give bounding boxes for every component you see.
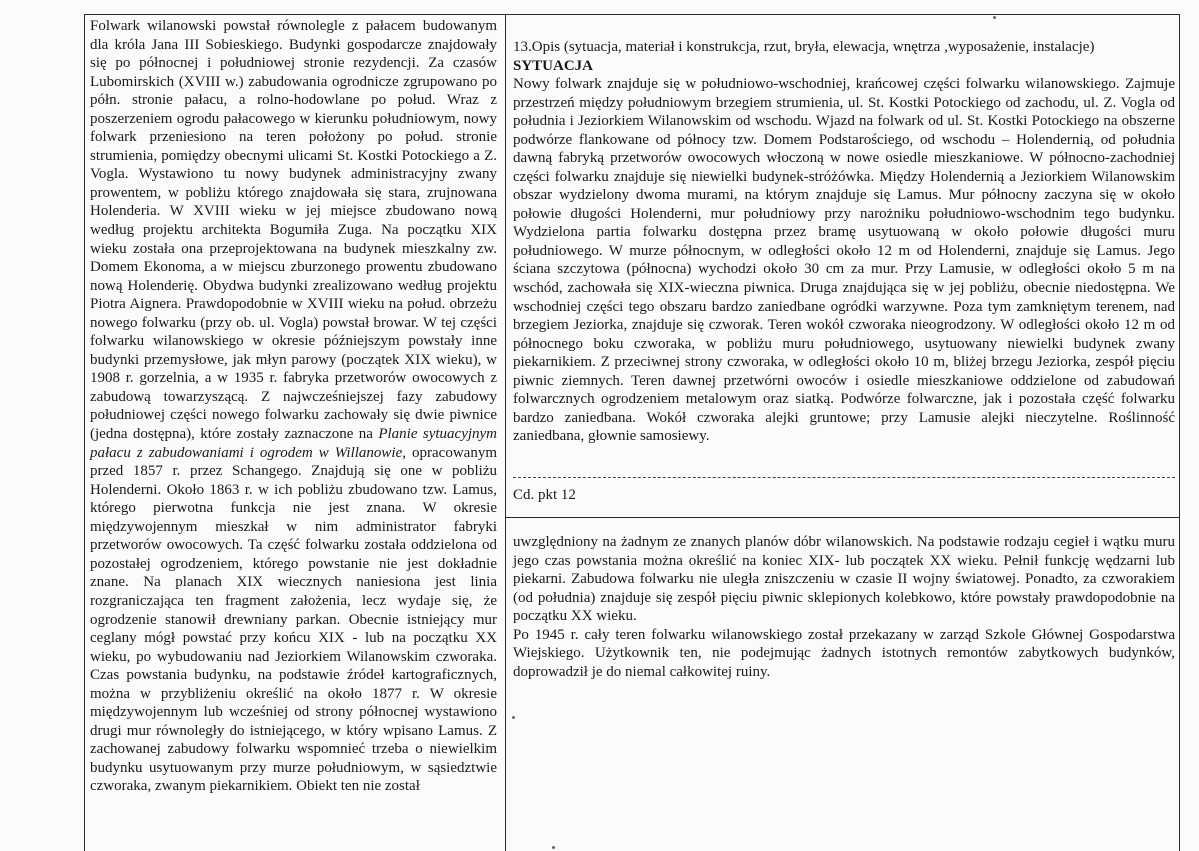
situation-block <box>513 75 1175 446</box>
continuation-block <box>513 533 1175 681</box>
situation-paragraph: Nowy folwark znajduje się w południowo-wschodniej, krańcowej części folwarku wilanowskiego. Zajmuje przestrzeń między południowym brzegiem strumienia, ul. St. Kostki Potockiego od zachodu, ul. Z. Vogla od południa i Jeziorkiem Wilanowskim od wschodu. Wjazd na folwark od ul. St. Kostki Potockiego na obszerne podwórze flankowane od północy tzw. Domem Podstarościego, od wschodu – Holendernią, od południa dawną fabryką przetworów owocowych włoczoną w nowe osiedle mieszkaniowe. W północno-zachodniej części folwarku znajduje się niewielki budynek-stróżówka. Między Holendernią a Jeziorkiem Wilanowskim obszar wydzielony dwoma murami, na którym znajduje się Lamus. Mur północny zaczyna się w około połowie długości Holenderni, mur południowy przy narożniku południowo-wschodnim tego budynku. Wydzielona partia folwarku dostępna przez bramę usytuowaną w około połowie długości muru południowego. W murze północnym, w odległości około 12 m od Holenderni, znajduje się Lamus. Jego ściana szczytowa (północna) wychodzi około 30 cm za mur. Przy Lamusie, w odległości około 5 m na wschód, zachowała się XIX-wieczna piwnica. Druga znajdująca się w jej pobliżu, obecnie niedostępna. We wschodniej części tego obszaru bardzo zaniedbane ogródki warzywne. Poza tym zamkniętym terenem, nad brzegiem Jeziorka, znajduje się czworak. Teren wokół czworaka nieogrodzony. W odległości około 12 m od północnego boku czworaka, w pobliżu muru południowego, usytuowany niewielki budynek zwany piekarnikiem. Z przeciwnej strony czworaka, w odległości około 10 m, bliżej brzegu Jeziorka, zespół pięciu piwnic ziemnych. Teren dawnej przetwórni owoców i osiedle mieszkaniowe oddzielone od zabudowań folwarcznych ogrodzeniem metalowym oraz siatką. Podwórze folwarczne, jak i pozostała część folwarku bardzo zaniedbana. Wokół czworaka alejki gruntowe; przy Lamusie alejki nieczytelne. Roślinność zaniedbana, głownie samosiewy. <box>513 76 1175 445</box>
continuation-label: Cd. pkt 12 <box>513 487 576 503</box>
scan-speck <box>993 16 996 19</box>
history-text: Folwark wilanowski powstał równolegle z pałacem budowanym dla króla Jana III Sobieskiego. Budynki gospodarcze znajdowały się po północnej i południowej stronie rezydencji. Za czasów Lubomirskich (XVIII w.) zabudowania ogrodnicze zgrupowano po półn. stronie pałacu, a rolno-hodowlane po połud. Wraz z poszerzeniem ogrodu pałacowego w kierunku południowym, nowy folwark przeniesiono na teren położony po połud. stronie strumienia, pomiędzy obecnymi ulicami St. Kostki Potockiego a Z. Vogla. Wystawiono tu nowy budynek administracyjny zwany prowentem, w pobliżu którego znajdowała się stara, zrujnowana Holenderia. W XVIII wieku w jej miejsce zbudowano nową według projektu architekta Bogumiła Zuga. Na początku XIX wieku została ona przeprojektowana na budynek mieszkalny zw. Domem Ekonoma, a w miejscu zburzonego prowentu zbudowano nową Holenderię. Obydwa budynki zrealizowano według projektu Piotra Aignera. Prawdopodobnie w XVIII wieku na połud. obrzeżu nowego folwarku (przy ob. ul. Vogla) powstał browar. W tej części folwarku wilanowskiego w okresie późniejszym powstały inne budynki przemysłowe, jak młyn parowy (początek XIX wieku), w 1908 r. gorzelnia, a w 1935 r. fabryka przetworów owocowych z zabudową towarzyszącą. Z najwcześniejszej fazy zabudowy południowej części nowego folwarku zachowały się dwie piwnice (jedna dostępna), które zostały zaznaczone na <box>90 18 497 443</box>
scan-speck <box>512 716 515 719</box>
history-paragraph <box>90 17 497 796</box>
section-subheading: SYTUACJA <box>513 57 594 74</box>
document-frame <box>84 14 1180 851</box>
section-heading-block <box>513 38 1175 75</box>
history-text-cont: opracowanym przed 1857 r. przez Schangego. Znajdują się one w pobliżu Holenderni. Około 1863 r. w ich pobliżu zbudowano tzw. Lamus, którego pierwotna funkcja nie jest znana. W okresie międzywojennym mieszkał w nim administrator fabryki przetworów owocowych. Ta część folwarku została oddzielona od pozostałej ogrodzeniem, którego powstanie nie jest dokładnie znane. Na planach XIX wiecznych naniesiona jest linia rozgraniczająca ten fragment założenia, lecz wydaje się, że ogrodzenie stanowił drewniany parkan. Obecnie istniejący mur ceglany mógł powstać przy końcu XIX - lub na początku XX wieku, po wybudowaniu nad Jeziorkiem Wilanowskim czworaka. Czas powstania budynku, na podstawie źródeł kartograficznych, można w przybliżeniu określić na około 1877 r. W okresie międzywojennym lub wcześniej od strony północnej wystawiono drugi mur równoległy do istniejącego, w który wpisano Lamus. Z zachowanej zabudowy folwarku wspomnieć trzeba o niewielkim budynku usytuowanym przy murze południowym, w sąsiedztwie czworaka, zwanym piekarnikiem. Obiekt ten nie został <box>90 444 497 795</box>
continuation-paragraph-1: uwzględniony na żadnym ze znanych planów dóbr wilanowskich. Na podstawie rodzaju cegieł i wątku muru jego czas powstania można określić na koniec XIX- lub początek XX wieku. Pełnił funkcję wędzarni lub piekarni. Zabudowa folwarku nie uległa zniszczeniu w czasie II wojny światowej. Ponadto, za czworakiem (od południa) znajduje się zespół pięciu piwnic sklepionych kolebkowo, które powstały prawdopodobnie na początku XX wieku. <box>513 534 1175 625</box>
plan-title: Planie sytuacyjnym pałacu z zabudowaniami i ogrodem w Willanowie, <box>90 426 498 461</box>
continuation-paragraph-2: Po 1945 r. cały teren folwarku wilanowskiego został przekazany w zarząd Szkole Głównej Gospodarstwa Wiejskiego. Użytkownik ten, nie podejmując żadnych istotnych remontów zabytkowych budynków, doprowadził je do niemal całkowitej ruiny. <box>513 626 1175 680</box>
scan-speck <box>552 846 555 849</box>
section-heading: 13.Opis (sytuacja, materiał i konstrukcja, rzut, bryła, elewacja, wnętrza ,wyposażenie, instalacje) <box>513 39 1095 55</box>
left-column <box>90 17 497 796</box>
column-divider <box>505 15 506 851</box>
dashed-separator <box>513 477 1175 478</box>
horizontal-rule <box>505 517 1179 518</box>
